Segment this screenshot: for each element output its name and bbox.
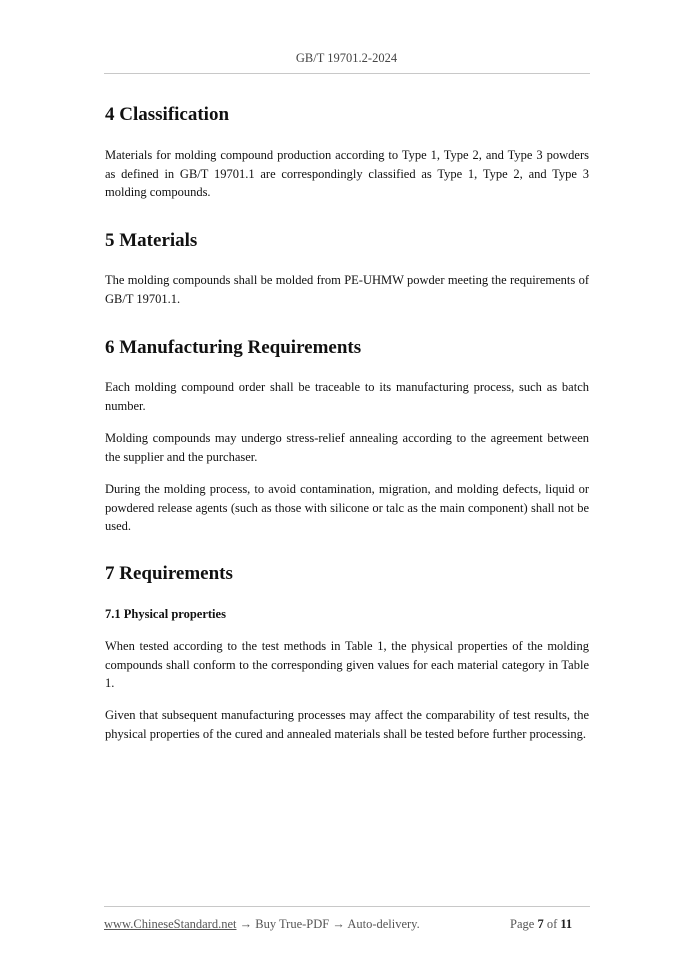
arrow-icon: →	[332, 917, 345, 931]
arrow-icon: →	[239, 917, 253, 931]
running-header: GB/T 19701.2-2024	[295, 51, 398, 65]
page-label: Page	[510, 917, 535, 931]
section-6-heading: 6 Manufacturing Requirements	[105, 337, 362, 358]
section-7-heading: 7 Requirements	[105, 563, 233, 584]
section-6-paragraph-2: Molding compounds may undergo stress-relief annealing according to the agreement between the supplier and the purchaser.	[105, 431, 589, 464]
section-6-paragraph-3: During the molding process, to avoid contamination, migration, and molding defects, liquid or powdered release agents (such as those with silicone or talc as the main component) shall not be used.	[105, 482, 589, 533]
section-4-paragraph-1: Materials for molding compound production according to Type 1, Type 2, and Type 3 powders as defined in GB/T 19701.1 are correspondingly classified as Type 1, Type 2, and Type 3 molding compounds.	[105, 148, 589, 199]
of-label: of	[546, 917, 558, 931]
section-6-paragraph-1: Each molding compound order shall be traceable to its manufacturing process, such as batch number.	[105, 380, 589, 413]
site-link[interactable]: www.ChineseStandard.net	[104, 917, 237, 931]
footer-divider	[104, 906, 590, 907]
section-7-paragraph-2: Given that subsequent manufacturing processes may affect the comparability of test results, the physical properties of the cured and annealed materials shall be tested before further processing.	[105, 708, 589, 741]
page-total: 11	[560, 917, 573, 931]
page-number	[510, 917, 572, 932]
auto-delivery-text: Auto-delivery.	[347, 917, 420, 931]
section-5-heading: 5 Materials	[105, 230, 198, 251]
section-5-paragraph-1: The molding compounds shall be molded from PE-UHMW powder meeting the requirements of GB/T 19701.1.	[105, 273, 589, 306]
section-7-1-subheading: 7.1 Physical properties	[105, 607, 226, 621]
section-7-paragraph-1: When tested according to the test methods in Table 1, the physical properties of the molding compounds shall conform to the corresponding given values for each material category in Table 1.	[105, 639, 589, 690]
page-current: 7	[537, 917, 544, 931]
header-divider	[104, 73, 590, 74]
footer-links	[104, 917, 420, 932]
section-4-heading: 4 Classification	[105, 104, 230, 125]
buy-pdf-link[interactable]: Buy True-PDF	[255, 917, 330, 931]
